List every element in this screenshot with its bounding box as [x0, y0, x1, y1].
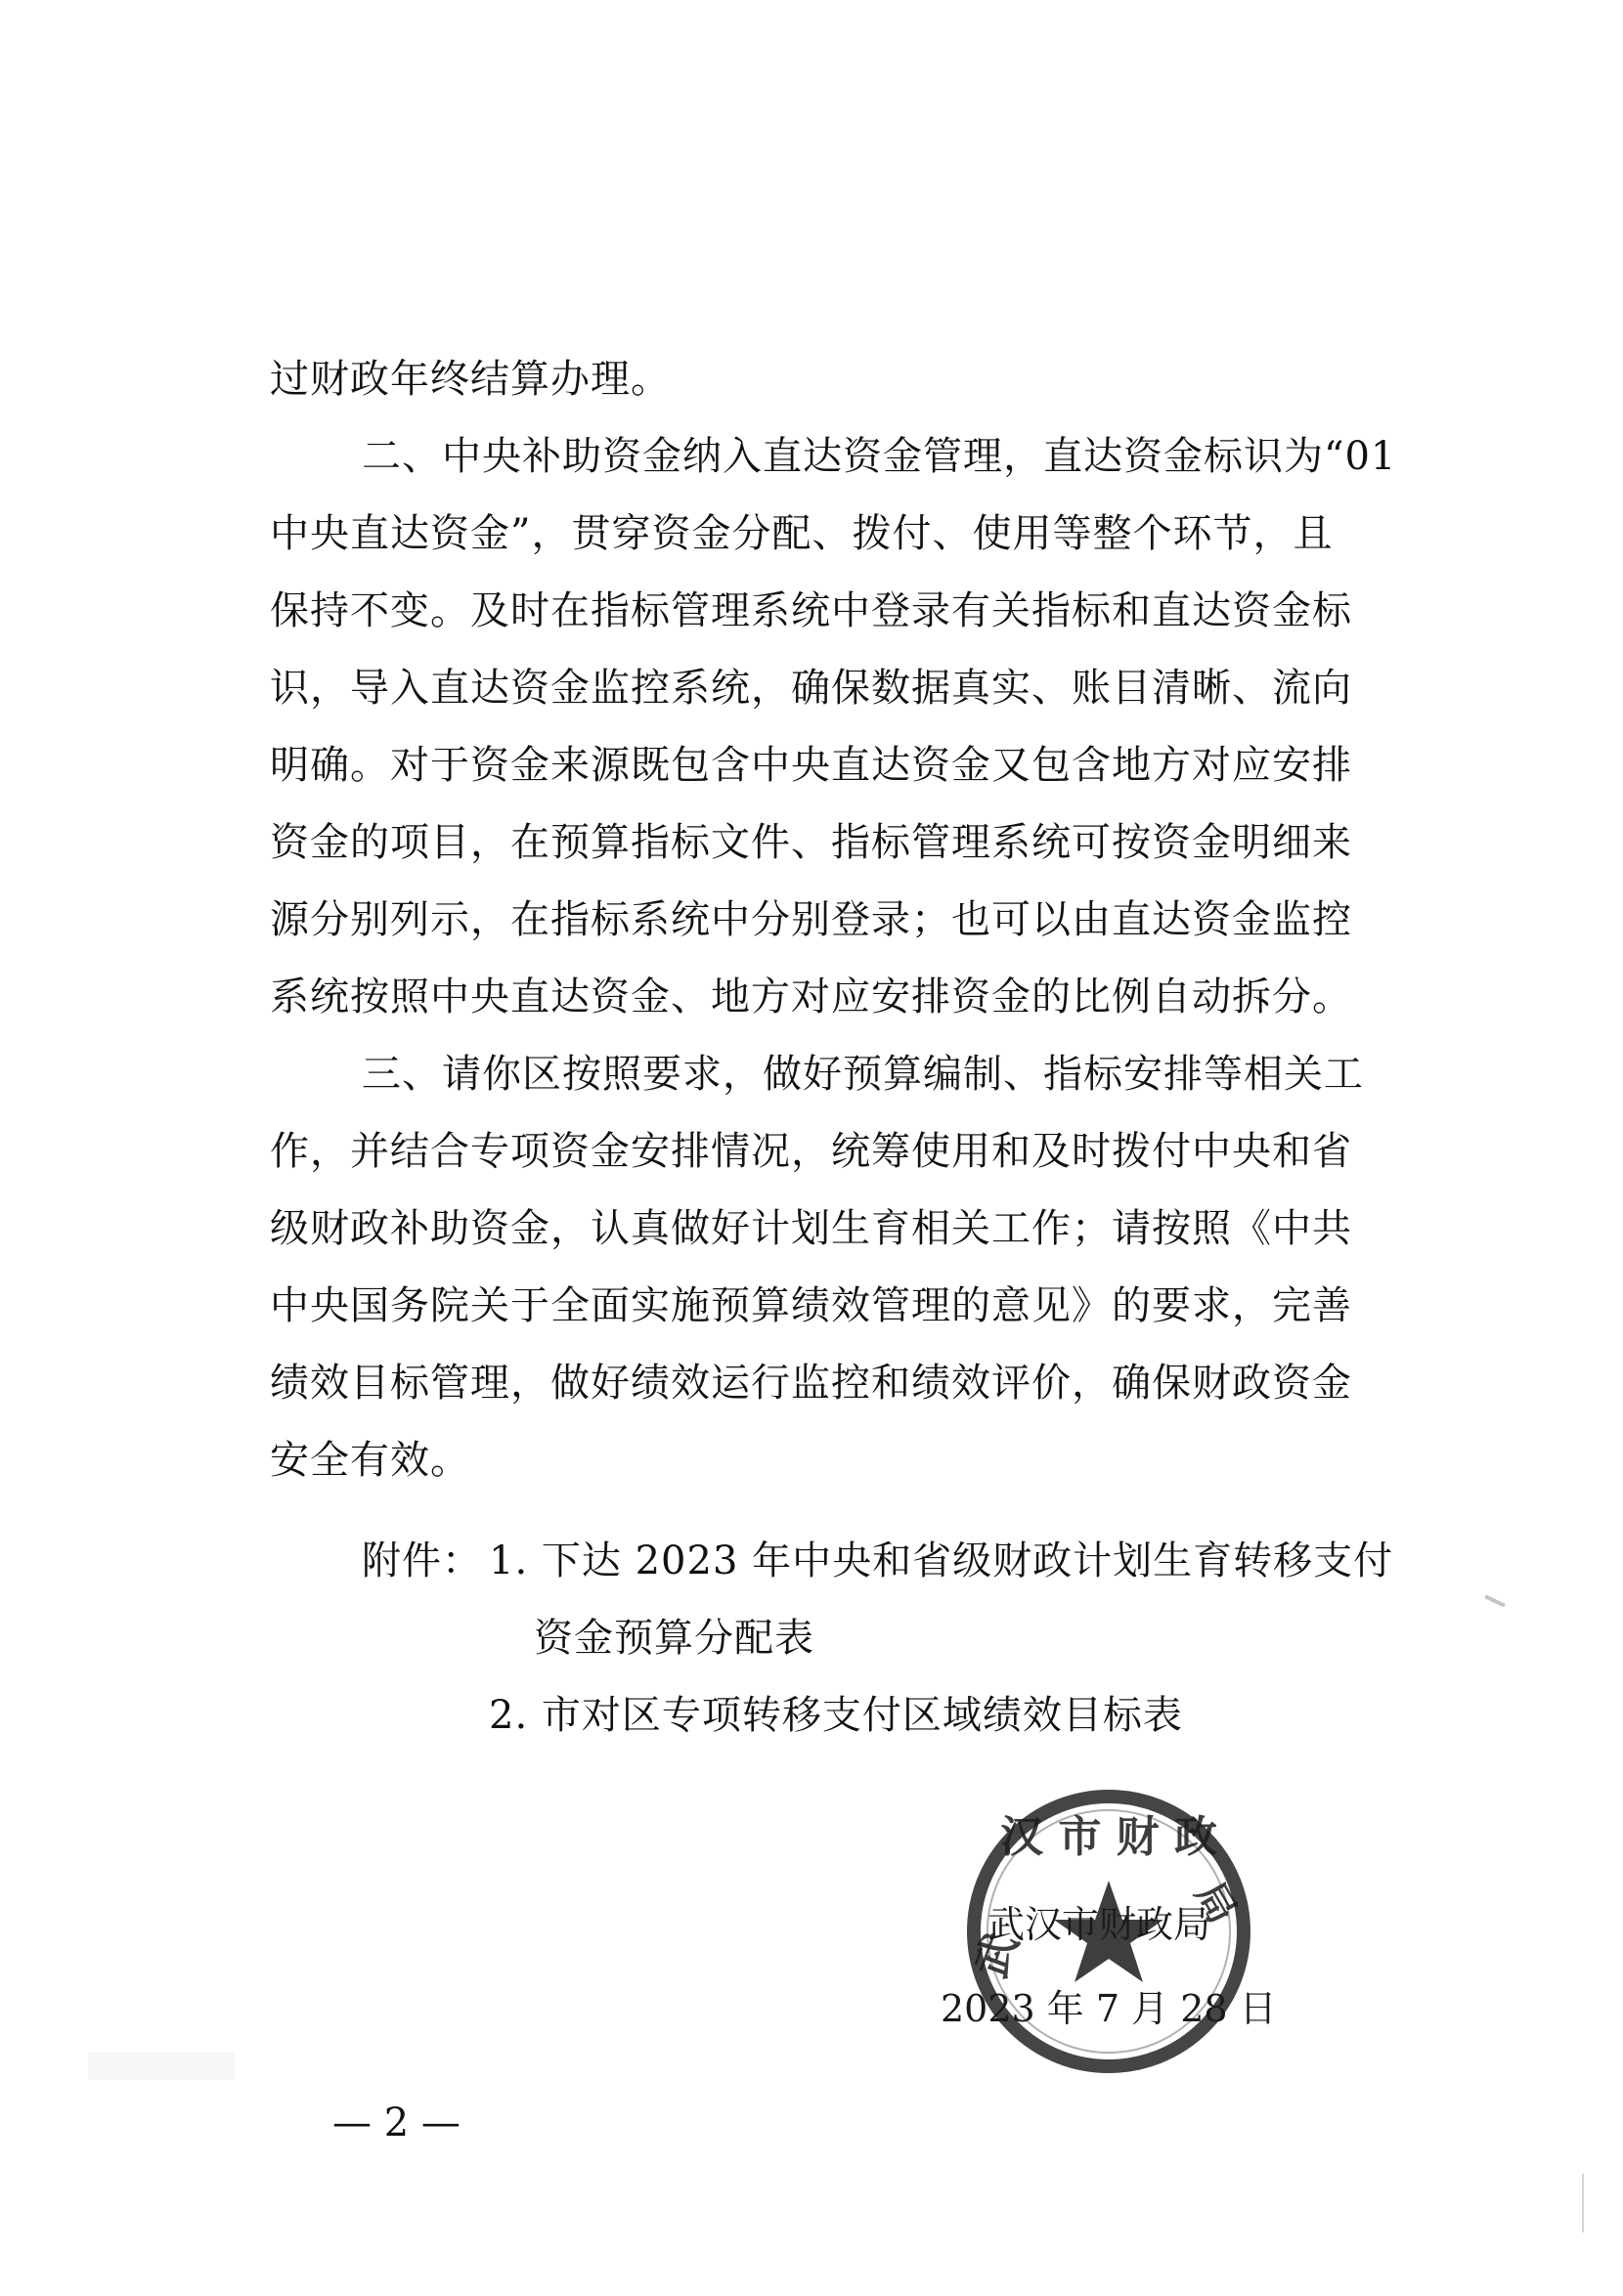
attachment-item-1-continued: 资金预算分配表: [534, 1616, 814, 1661]
body-line-5: 识，导入直达资金监控系统，确保数据真实、账目清晰、流向: [270, 666, 1352, 711]
body-line-12: 级财政补助资金，认真做好计划生育相关工作；请按照《中共: [270, 1206, 1352, 1251]
body-line-7: 资金的项目，在预算指标文件、指标管理系统可按资金明细来: [270, 820, 1352, 865]
body-line-10: 三、请你区按照要求，做好预算编制、指标安排等相关工: [362, 1052, 1364, 1097]
svg-text:武: 武: [966, 1926, 1029, 1984]
body-line-4: 保持不变。及时在指标管理系统中登录有关指标和直达资金标: [270, 588, 1352, 633]
scan-noise: [88, 2053, 235, 2080]
attachment-item-2: 2. 市对区专项转移支付区域绩效目标表: [489, 1693, 1183, 1738]
attachment-item-1: 1. 下达 2023 年中央和省级财政计划生育转移支付: [489, 1538, 1394, 1583]
body-line-6: 明确。对于资金来源既包含中央直达资金又包含地方对应安排: [270, 743, 1352, 788]
body-line-13: 中央国务院关于全面实施预算绩效管理的意见》的要求，完善: [270, 1283, 1352, 1328]
signature-date: 2023 年 7 月 28 日: [941, 1987, 1277, 2030]
body-line-15: 安全有效。: [270, 1438, 470, 1483]
body-line-9: 系统按照中央直达资金、地方对应安排资金的比例自动拆分。: [270, 975, 1352, 1019]
page-number: — 2 —: [332, 2101, 461, 2145]
body-line-3: 中央直达资金”，贯穿资金分配、拨付、使用等整个环节，且: [270, 511, 1334, 556]
svg-text:汉 市 财 政: 汉 市 财 政: [1000, 1812, 1217, 1862]
body-line-2: 二、中央补助资金纳入直达资金管理，直达资金标识为“01: [362, 434, 1397, 479]
body-line-8: 源分别列示，在指标系统中分别登录；也可以由直达资金监控: [270, 897, 1352, 942]
scan-speck: [1484, 1595, 1506, 1608]
body-line-1: 过财政年终结算办理。: [270, 357, 671, 402]
body-line-14: 绩效目标管理，做好绩效运行监控和绩效评价，确保财政资金: [270, 1361, 1352, 1406]
attachment-label: 附件：: [362, 1538, 482, 1583]
svg-text:局: 局: [1186, 1874, 1247, 1931]
scan-mark-right: [1582, 2174, 1584, 2232]
signature-org: 武汉市财政局: [987, 1903, 1211, 1946]
body-line-11: 作，并结合专项资金安排情况，统筹使用和及时拨付中央和省: [270, 1129, 1352, 1174]
